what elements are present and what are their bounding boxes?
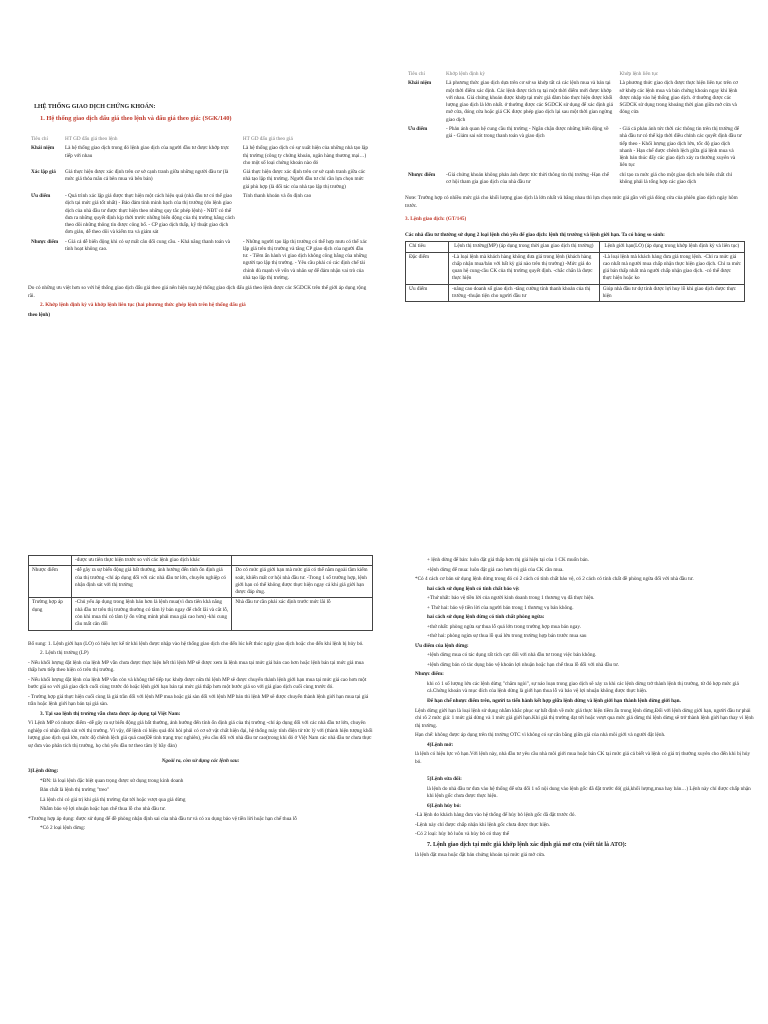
section-2-heading-cont: theo lệnh) xyxy=(28,311,51,318)
note-text: Note: Trường hợp có nhiều mức giá cho khối lượng giao dịch là lớn nhất và bằng nhau thì lựa chọn mức giá gần với giá đóng cửa của phiên giao dịch ngày hôm trước. xyxy=(405,195,738,209)
ato-heading: 7. Lệnh giao dịch tại mức giá khớp lệnh xác định giá mở cửa (viết tắt là ATO): xyxy=(427,841,627,848)
paragraph: Vì Lệnh MP có nhược điểm -dễ gây ra sự biến động giá bất thường, ảnh hưởng đến tính ổn định giá của thị trường -chỉ áp dụng đối với các nhà đầu tư lớn, chuyên nghiệp có nhận định sát với thị trường. Vì vậy, để lệnh có hiệu quả đòi hỏi phải có cơ sở vật chất hiện đại, hệ thống máy tính điện tử tức lý với (thành hiện tượng khối lượng giao dịch quá lớn, mức độ chênh lệch giá quá cao(Đề tính trạng trục nghiên), yêu cầu đối với nhà đầu tư cao(trong khi đó ở Việt Nam các nhà đầu tư chưa thực sự đưa vào phân tích thị trường, họ chủ yếu đầu tư theo tâm lý bầy đàn) xyxy=(28,720,373,749)
paragraph: - Nếu khối lượng đặt lệnh của lệnh MP vẫn chưa được thực hiện hết thì lệnh MP sẽ được xem là lệnh mua tại mức giá bán cao hơn hoặc lệnh bán tại mức giá mua thấp hơn tiếp theo hiện có trên thị trường. xyxy=(28,659,364,674)
cell: Là hệ thống giao dịch có sự xuất hiện của những nhà tạo lập thị trường (công ty chứng khoán, ngân hàng thương mại…) cho một số loại chứng khoán nào đó xyxy=(242,145,368,166)
cell: -nâng cao doanh số giao dịch -tăng cường tính thanh khoản của thị trường -thuận tiện cho người đầu tư xyxy=(449,284,600,302)
cell: Là phương thức giao dịch dựa trên cơ sở so khớp tất cả các lệnh mua và bán tại một thời điểm xác định. Các lệnh được tích tụ tại một thời điểm mới được khớp với nhau. Giá chứng khoán được khớp tại mức giá đảm bảo thực hiện được khối lượng giao dịch là lớn nhất. ở thường được các SGDCK sử dụng để xác định giá mở cửa, đóng cửa hoặc giá CK được phép giao dịch lại sau một thời gian ngừng giao dịch xyxy=(446,80,613,123)
row-label: Trường hợp áp dụng xyxy=(29,598,72,630)
section-2-heading: 2. Khớp lệnh định kỳ và khớp lệnh liên tục (hai phương thức ghép lệnh trên hệ thống đấu giá xyxy=(40,302,246,309)
row-label: Ưu điểm xyxy=(406,284,449,302)
cell: Nhà đầu tư cần phải xác định trước mức lãi lỗ xyxy=(232,598,373,630)
open-order-heading: 4)Lệnh mở: xyxy=(427,741,454,748)
col-continuous: Khớp lệnh liên tục xyxy=(619,71,659,77)
table-row xyxy=(29,598,373,630)
section-3-heading: 3. Lệnh giao dịch: (GT/145) xyxy=(405,216,467,223)
cell: - Giá cả dễ biến động khi có sự mất cân đối cung cầu. - Khả năng thanh toán và tính hoạt không cao. xyxy=(65,238,231,252)
row-label: Khái niệm xyxy=(408,80,432,87)
paragraph: *Có 4 cách cơ bản sử dụng lệnh dừng trong đó có 2 cách có tính chất bảo vệ, có 2 cách có tính chất đề phòng ngừa đối với nhà đầu tư. xyxy=(415,576,694,583)
cell: - Giá cả phản ánh tức thời các thông tin trên thị trường để nhà đầu tư có thể kịp thời điều chỉnh các quyết định đầu tư tiếp theo - Khối lượng giao dịch lớn, tốc độ giao dịch nhanh - Hạn chế được chênh lệch giữa giá lệnh mua và lệnh bán thúc đẩy các giao dịch xảy ra thường xuyên và liên tục xyxy=(619,125,742,169)
col-market-order: Lệnh thị trường(MP) (áp dụng trong thời gian giao dịch thị trường) xyxy=(449,242,600,252)
row-label: Xác lập giá xyxy=(31,169,56,176)
paragraph: Là lệnh chỉ có giá trị khi giá thị trường đạt tới hoặc vượt qua giá dừng xyxy=(40,796,186,803)
table-row xyxy=(405,125,745,171)
paragraph: Hạn chế: không được áp dụng trên thị trường OTC vì không có sự cân bằng giữa giá của nhà môi giới và người đặt lệnh. xyxy=(415,732,666,739)
cell: Là phương thức giao dịch được thực hiện liên tục trên cơ sở khớp các lệnh mua và bán chứng khoán ngay khi lệnh được nhập vào hệ thống giao dịch. ở thường được các SGDCK sử dụng trong khoảng thời gian giữa mở cửa và đóng cửa xyxy=(619,80,738,116)
table-row xyxy=(28,192,373,238)
paragraph: -Có 2 loại: hủy bỏ luôn và hủy bỏ có thay thế xyxy=(415,831,510,838)
paragraph: Bản chất là lệnh thị trường "treo" xyxy=(40,787,110,794)
preventive-heading: hai cách sử dụng lệnh dừng có tính chất phòng ngừa: xyxy=(427,614,545,621)
paragraph: +lệnh dừng bán có tác dụng bảo vệ khoản lợi nhuận hoặc hạn chế thua lỗ đối với nhà đầu tư. xyxy=(427,661,619,668)
row-label: Ưu điểm xyxy=(31,192,51,199)
page-top-left xyxy=(28,95,373,321)
paragraph: - Trường hợp giá thực hiện cuối cùng là giá trần đối với lệnh MP mua hoặc giá sàn đối với lệnh MP bán thì lệnh MP sẽ được chuyển thành lệnh giới hạn mua tại giá trần hoặc lệnh giới hạn bán tại giá sàn. xyxy=(28,693,369,708)
paragraph: -Là lệnh do khách hàng đưa vào hệ thống để hủy bỏ lệnh gốc đã đặt trước đó. xyxy=(415,812,576,819)
table-row xyxy=(406,284,745,302)
cancel-order-heading: 6)Lệnh hủy bỏ: xyxy=(427,802,462,809)
cell: Giá thực hiện được xác định trên cơ sở cạnh tranh giữa những người đầu tư (là mức giá thỏa mãn cả bên mua và bên bán) xyxy=(65,169,229,183)
order-compare-table xyxy=(405,241,745,302)
stop-order-heading: 3)Lệnh dừng: xyxy=(28,767,59,774)
other-orders-heading: Ngoài ra, còn sử dụng các lệnh sau: xyxy=(161,758,240,765)
paragraph: là lệnh do nhà đầu tư đưa vào hệ thống để sửa đổi 1 số nội dung vào lệnh gốc đã đặt trước đó( giá,khối lượng,mua hay bán…) Lệnh này chỉ được chấp nhận khi lệnh gốc chưa được thực hiện. xyxy=(427,785,751,800)
page-bottom-left xyxy=(28,555,373,835)
row-label: Nhược điểm xyxy=(408,171,436,178)
row-label: Nhược điểm xyxy=(31,238,59,245)
table-row xyxy=(28,144,373,168)
cell: -Là loại lệnh mà khách hàng đưa giá trong lệnh. -Chỉ ra mức giá cao nhất mà người mua chấp nhận thực hiện giao dịch. Chỉ ra mức giá bán thấp nhất mà người chấp nhận giao dịch. -có thể được thực hiện hoặc ko xyxy=(599,252,744,284)
cell: Tính thanh khoản và ổn định cao xyxy=(242,192,312,199)
cell xyxy=(29,556,72,566)
col-periodic: Khớp lệnh định kỳ xyxy=(446,71,485,77)
paragraph: *Trường hợp áp dụng: được sử dụng để đề phòng nhận định sai của nhà đầu tư và có xu dụng bảo vệ tiền lời hoặc hạn chế thua lỗ xyxy=(28,815,297,822)
table-row xyxy=(29,556,373,566)
paragraph: +lệnh dừng mua có tác dụng rất tích cực đối với nhà đầu tư trong việc bán không. xyxy=(427,652,597,659)
section-1-heading: 1. Hệ thống giao dịch đấu giá theo lệnh và đấu giá theo giá: (SGK/140) xyxy=(40,114,232,122)
table-row xyxy=(28,168,373,192)
paragraph: + lệnh dừng để bán: luôn đặt giá thấp hơn thị giá hiện tại của 1 CK muốn bán. xyxy=(427,557,589,563)
table-row xyxy=(28,238,373,284)
paragraph: -Lệnh này chỉ được chấp nhận khi lệnh gốc chưa được thực hiện. xyxy=(415,821,550,828)
modify-order-heading: 5)Lệnh sửa đổi: xyxy=(427,776,462,783)
cell: - Những người tạo lập thị trường có thể hợp mưu có thể xác lập giá trên thị trường và tăng CP giao dịch của người đầu tư. - Tiềm ẩn hành vi giao dịch không công bằng của những người tạo lập thị trường. - Yêu cầu phải có các định chế tài chính đủ mạnh về vốn và nhân sự để đảm nhận vai trò của nhà tạo lập thị trường. xyxy=(242,238,368,282)
col-order-auction: HT GD đấu giá theo lệnh xyxy=(65,135,118,142)
doc-title: I.HỆ THỐNG GIAO DỊCH CHỨNG KHOÁN: xyxy=(34,104,156,110)
table-row xyxy=(29,566,373,598)
cell: Giá thực hiện được xác định trên cơ sở cạnh tranh giữa các nhà tạo lập thị trường. Người đầu tư chỉ cần lựa chọn mức giá phù hợp (là đối tác của nhà tạo lập thị trường) xyxy=(242,169,366,190)
order-compare-table-cont xyxy=(28,555,373,631)
stop-limit-heading: Để hạn chế nhược điểm trên, người ta tiến hành kết hợp giữa lệnh dừng và lệnh giới hạn thành lệnh dừng giới hạn. xyxy=(427,697,681,704)
paragraph: - Nếu khối lượng đặt lệnh của lệnh MP vẫn còn và không thể tiếp tục khớp được nữa thì lệnh MP sẽ được chuyển thành lệnh giới hạn mua tại mức giá cao hơn một bước giá so với giá giao dịch cuối cùng trước đó hoặc lệnh giới hạn bán tại mức giá thấp hơn một bước giá so với giá giao dịch cuối cùng trước đó. xyxy=(28,676,367,691)
auction-compare-table xyxy=(28,135,373,283)
paragraph: +thứ nhất: phòng ngừa sự thua lỗ quá lớn trong trường hợp mua bán ngay. xyxy=(427,623,581,630)
page-top-right xyxy=(405,70,745,302)
advantages-heading: Ưu điểm của lệnh dừng: xyxy=(415,642,469,649)
cell: -Chủ yếu áp dụng trong lệnh bán hơn là lệnh mua(vì đưa tiên khả năng nhà đầu tư trên thị trường thường có tâm lý bán ngay để chốt lãi và cắt lỗ, còn khi mua thì có tâm lý ổn vững mình phải mua giá cao hơn) -khi cung cầu mất cân đối xyxy=(72,598,232,630)
row-label: Ưu điểm xyxy=(408,125,428,132)
paragraph: là lệnh đặt mua hoặc đặt bán chứng khoán tại mức giá mở cửa. xyxy=(415,851,546,858)
col-criteria: Tiêu chí xyxy=(408,71,425,77)
row-label: Đặc điểm xyxy=(406,252,449,284)
cell: - Phản ánh quan hệ cung cầu thị trường - Ngăn chặn được những biến động về giá - Giảm sai sót trong thanh toán và giao dịch xyxy=(446,125,609,140)
cell: Là hệ thống giao dịch trong đó lệnh giao dịch của người đầu tư được khớp trực tiếp với nhau xyxy=(65,145,230,159)
paragraph: +thứ hai: phòng ngừa sự thua lỗ quá lớn trong trường hợp bán trước mua sau xyxy=(427,633,587,640)
table-row xyxy=(405,171,745,188)
page-bottom-right xyxy=(415,555,755,861)
table-row xyxy=(406,252,745,284)
paragraph: *ĐN: là loại lệnh đặc biệt quan trọng được sử dụng trong kinh doanh xyxy=(40,777,184,784)
cell: Do có mức giá giới hạn mà mức giá có thể nằm ngoài tầm kiểm soát, khiến mất cơ hội nhà đầu tư. -Trong 1 số trường hợp, lệnh giới hạn có thể không được thực hiện ngay cả khi giá giới hạn được đáp ứng. xyxy=(232,566,373,598)
order-intro: Các nhà đầu tư thường sử dụng 2 loại lệnh chủ yếu để giao dịch: lệnh thị trường và lệnh giới hạn. Ta có bảng so sánh: xyxy=(405,231,665,238)
paragraph: là lệnh có hiệu lực vô hạn.Với lệnh này, nhà đầu tư yêu cầu nhà môi giới mua hoặc bán CK tại mức giá cả biết và lệnh có giá trị thường xuyên cho đến khi bị hủy bỏ. xyxy=(415,751,751,765)
paragraph: *Có 2 loại lệnh dừng: xyxy=(40,825,86,832)
paragraph: +lệnh dừng để mua: luôn đặt giá cao hơn thị giá của CK cần mua. xyxy=(427,566,564,573)
row-label: Khái niệm xyxy=(31,145,55,152)
conclusion-text: Do có những ưu việt hơn so với hệ thống giao dịch đấu giá theo giá nên hiện nay,hệ thống giao dịch đấu giá theo lệnh được các SGDCK trên thế giới áp dụng rộng rãi. xyxy=(28,285,367,299)
vietnam-heading: 3. Tại sao lệnh thị trường vẫn chưa được áp dụng tại Việt Nam: xyxy=(40,710,181,717)
cell: -được ưu tiên thực hiện trước so với các lệnh giao dịch khác xyxy=(72,556,232,566)
col-price-auction: HT GD đấu giá theo giá xyxy=(242,135,293,142)
cell: -Là loại lệnh mà khách hàng không đưa giá trong lệnh (khách hàng chấp nhận mua/bán với bất kỳ giá nào trên thị trường) -Mức giá do quan hệ cung-cầu CK của thị trường quyết định. -chắc chắn là được thực hiện xyxy=(449,252,600,284)
protective-heading: hai cách sử dụng lệnh có tính chất bảo vệ: xyxy=(427,585,520,592)
cell: -dễ gây ra sự biến động giá bất thường, ảnh hưởng đến tính ổn định giá của thị trường -chỉ áp dụng đối với các nhà đầu tư lớn, chuyên nghiệp có nhận định sát với thị trường xyxy=(72,566,232,598)
cell: chỉ tạo ra mức giá cho một giao dịch nên biến chất chỉ không phải là tổng hợp các giao dịch xyxy=(619,171,733,185)
cell: -Giá chứng khoán không phản ánh được tức thời thông tin thị trường -Hạn chế cơ hội tham gia giao dịch của nhà đầu tư xyxy=(446,171,609,185)
cell: Giúp nhà đầu tư dự tính được lợi huy lỗ khi giao dịch được thực hiện xyxy=(599,284,744,302)
market-order-heading: 2. Lệnh thị trường (LP) xyxy=(40,650,89,657)
cell xyxy=(232,556,373,566)
row-label: Nhược điểm xyxy=(29,566,72,598)
matching-compare-table xyxy=(405,70,745,187)
col-criteria: Chỉ tiêu xyxy=(406,242,449,252)
paragraph: Nhằm bảo vệ lợi nhuận hoặc hạn chế thua lỗ cho nhà đầu tư. xyxy=(40,806,166,813)
paragraph: Lệnh dừng giới hạn là loại lệnh sử dụng nhằm khắc phục sự bất định về mức giá thực hiện tiềm ẩn trong lệnh dừng.Đối với lệnh dừng giới hạn, người đầu tư phải chỉ rõ 2 mức giá: 1 mức giá dừng và 1 mức giá giới hạn.Khi giá thị trường đạt tới hoặc vượt qua mức giá dừng thì lệnh dừng sẽ trở thành lệnh giới hạn thay vì lệnh thị trường. xyxy=(415,707,754,729)
paragraph: + Thứ hai: bảo vệ tiền lời của người bán trong 1 thương vụ bán không. xyxy=(427,604,574,611)
paragraph: +Thứ nhất: bảo vệ tiền lời của người kinh doanh trong 1 thương vụ đã thực hiện. xyxy=(427,595,595,602)
col-criteria: Tiêu chí xyxy=(31,135,48,142)
table-row xyxy=(405,79,745,125)
disadvantages-heading: Nhược điểm: xyxy=(415,671,444,678)
col-limit-order: Lệnh giới hạn(LO) (áp dụng trong khớp lệnh định kỳ và liên tục) xyxy=(599,242,744,252)
paragraph: khi có 1 số lượng lớn các lệnh dừng "chăm ngòi", sự náo loạn trong giao dịch sẽ xảy ra khi các lệnh dừng trở thành lệnh thị trường, từ đó hợp mức giá cả.Chứng khoán và mục đích của lệnh dừng là giới hạn thua lỗ và bảo vệ lợi nhuận không được thực hiện. xyxy=(427,680,739,695)
supplement-text: Bổ sung: 1. Lệnh giới hạn (LO) có hiệu lực kể từ khi lệnh được nhập vào hệ thống giao dịch cho đến lúc kết thúc ngày giao dịch hoặc cho đến khi lệnh bị hủy bỏ. xyxy=(28,640,364,647)
cell: - Quá trình xác lập giá được thực hiện một cách hiệu quả (nhà đầu tư có thể giao dịch tại mức giá tốt nhất) - Bảo đảm tính minh bạch của thị trường (do lệnh giao dịch của nhà đầu tư được thực hiện theo những quy tắc phép lệnh) - NĐT có thể đưa ra những quyết định kịp thời trước những biến động của thị trường hằng cách theo dõi những thông tin được công bố. - CP giao dịch thấp, kỹ thuật giao dịch đơn giản, dễ theo dõi và kiểm tra và giám sát xyxy=(65,192,235,236)
